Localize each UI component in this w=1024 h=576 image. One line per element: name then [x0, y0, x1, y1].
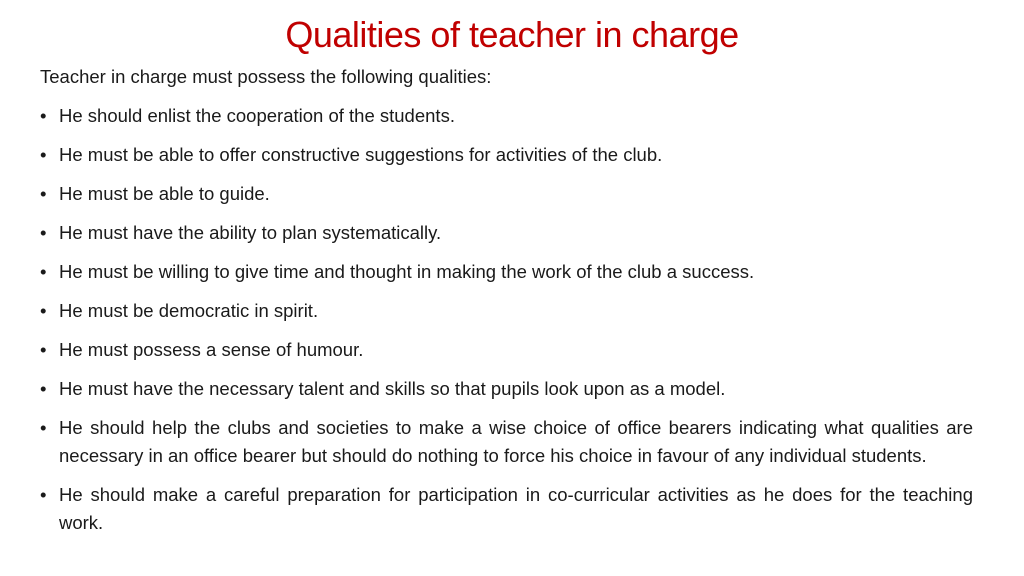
list-item-text: He must have the necessary talent and skills so that pupils look upon as a model. — [59, 378, 726, 399]
list-item — [40, 258, 973, 286]
list-item-text: He should enlist the cooperation of the students. — [59, 105, 455, 126]
list-item-text: He should help the clubs and societies to make a wise choice of office bearers indicating what qualities are necessary in an office bearer but should do nothing to force his choice in favour of any individual students. — [59, 417, 973, 466]
list-item — [40, 297, 973, 325]
bullet-icon: • — [40, 484, 47, 505]
list-item-text: He must have the ability to plan systematically. — [59, 222, 442, 243]
bullet-icon: • — [40, 183, 47, 204]
list-item — [40, 180, 973, 208]
bullet-icon: • — [40, 417, 47, 438]
list-item — [40, 219, 973, 247]
list-item — [40, 336, 973, 364]
bullet-icon: • — [40, 378, 47, 399]
list-item-text: He must possess a sense of humour. — [59, 339, 364, 360]
list-item-text: He must be able to offer constructive suggestions for activities of the club. — [59, 144, 663, 165]
list-item-text: He must be willing to give time and thought in making the work of the club a success. — [59, 261, 755, 282]
bullet-icon: • — [40, 105, 47, 126]
bullet-icon: • — [40, 144, 47, 165]
qualities-list — [40, 102, 973, 537]
list-item — [40, 141, 973, 169]
list-item — [40, 481, 973, 537]
list-item — [40, 414, 973, 470]
bullet-icon: • — [40, 222, 47, 243]
list-item-text: He must be able to guide. — [59, 183, 270, 204]
bullet-icon: • — [40, 261, 47, 282]
list-item — [40, 102, 973, 130]
bullet-icon: • — [40, 300, 47, 321]
list-item — [40, 375, 973, 403]
intro-text: Teacher in charge must possess the following qualities: — [40, 66, 492, 87]
list-item-text: He should make a careful preparation for participation in co-curricular activities as he does for the teaching work. — [59, 484, 973, 533]
bullet-icon: • — [40, 339, 47, 360]
list-item-text: He must be democratic in spirit. — [59, 300, 319, 321]
slide-title: Qualities of teacher in charge — [285, 14, 739, 55]
